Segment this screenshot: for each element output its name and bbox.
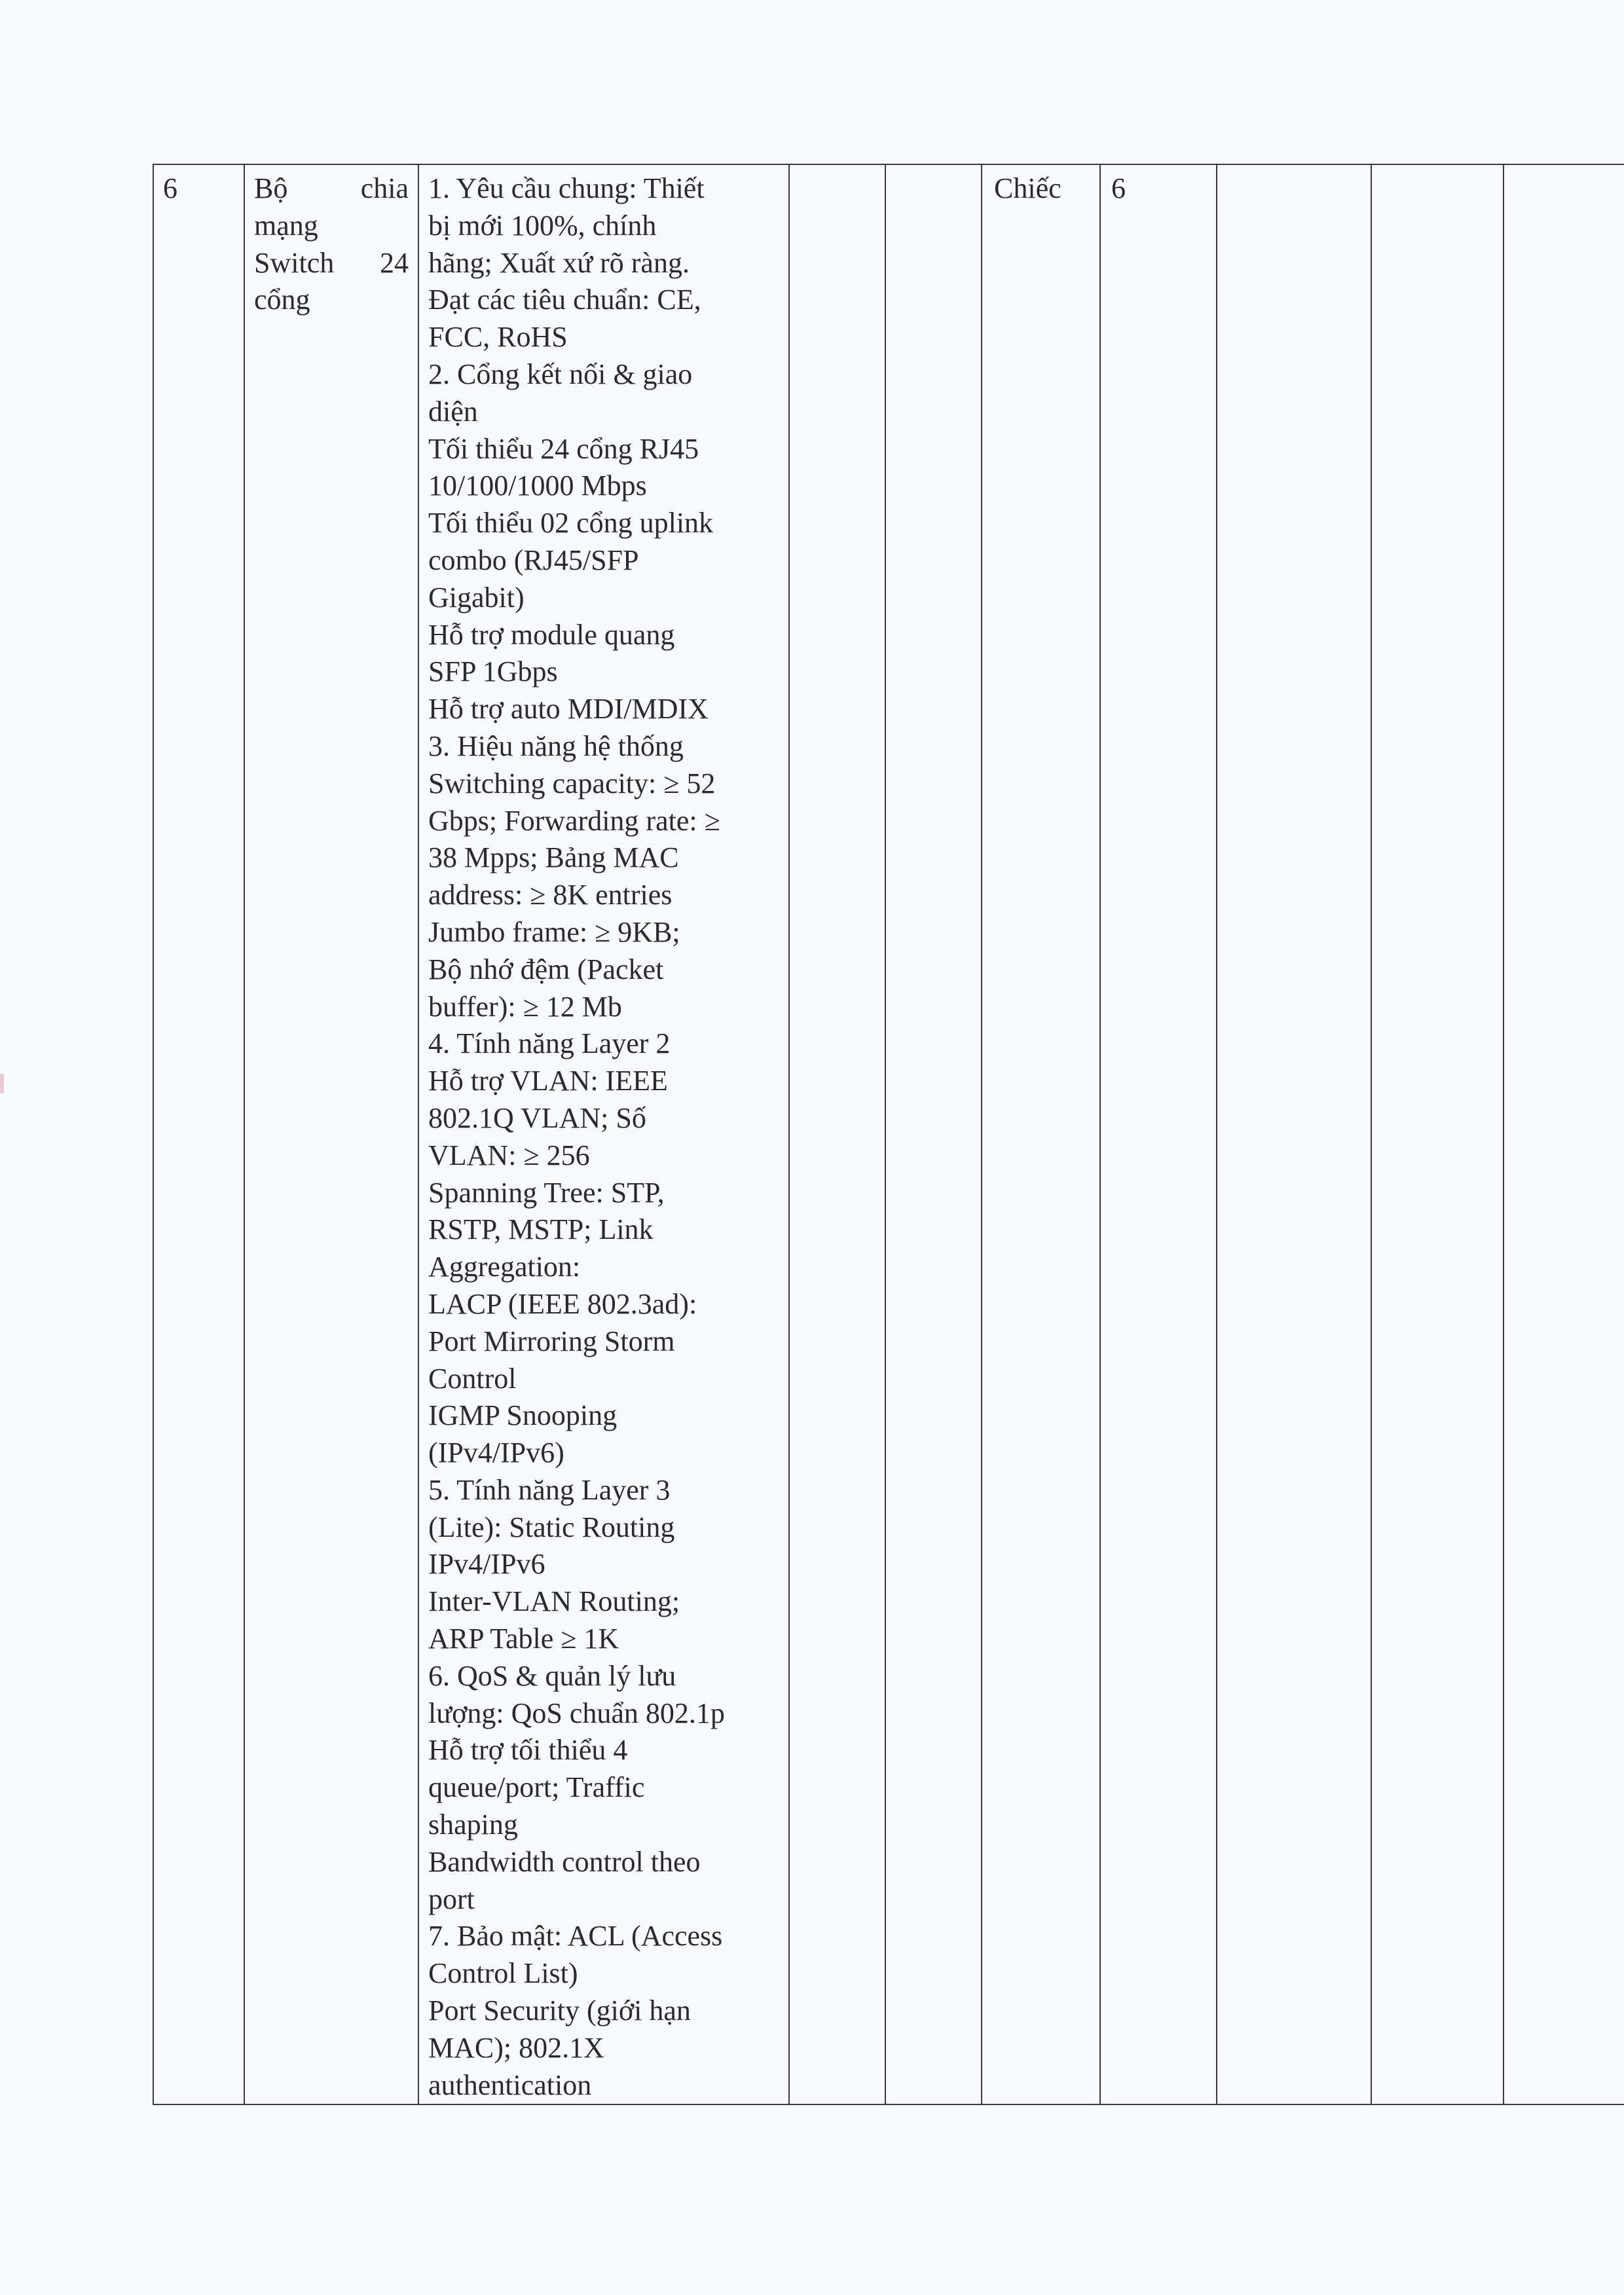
spec-line: Switching capacity: ≥ 52 — [428, 767, 716, 799]
spec-line: 4. Tính năng Layer 2 — [428, 1027, 671, 1060]
technical-spec-cell — [418, 164, 789, 2104]
empty-cell-10 — [1504, 164, 1624, 2104]
spec-line: Inter-VLAN Routing; — [428, 1585, 680, 1618]
spec-line: Gbps; Forwarding rate: ≥ — [428, 804, 720, 837]
spec-line: Control List) — [428, 1957, 578, 1990]
spec-line: LACP (IEEE 802.3ad): — [428, 1287, 697, 1320]
spec-line: Hỗ trợ VLAN: IEEE — [428, 1065, 668, 1097]
item-name-line: mạng — [254, 209, 318, 242]
spec-line: Tối thiểu 02 cổng uplink — [428, 507, 714, 540]
unit-cell — [982, 164, 1100, 2104]
item-name-line: Bộ chia — [254, 172, 409, 204]
spec-line: Port Mirroring Storm — [428, 1325, 675, 1357]
spec-line: Gigabit) — [428, 581, 525, 614]
spec-line: Hỗ trợ auto MDI/MDIX — [428, 693, 709, 725]
equipment-spec-table — [153, 164, 1624, 2105]
scan-artifact — [0, 1074, 4, 1093]
spec-line: buffer): ≥ 12 Mb — [428, 990, 622, 1023]
item-name-line: cổng — [254, 284, 310, 316]
spec-line: Port Security (giới hạn — [428, 1994, 691, 2027]
spec-line: queue/port; Traffic — [428, 1771, 645, 1804]
spec-line: VLAN: ≥ 256 — [428, 1139, 590, 1171]
spec-line: Jumbo frame: ≥ 9KB; — [428, 915, 680, 948]
spec-line: 1. Yêu cầu chung: Thiết — [428, 172, 705, 204]
unit-value: Chiếc — [994, 172, 1061, 204]
spec-line: Hỗ trợ tối thiểu 4 — [428, 1734, 628, 1767]
spec-line: 10/100/1000 Mbps — [428, 469, 647, 502]
spec-line: Tối thiểu 24 cổng RJ45 — [428, 432, 699, 465]
spec-line: combo (RJ45/SFP — [428, 543, 639, 576]
spec-line: Bộ nhớ đệm (Packet — [428, 953, 664, 985]
spec-line: IGMP Snooping — [428, 1399, 618, 1432]
empty-cell-8 — [1217, 164, 1371, 2104]
spec-line: ARP Table ≥ 1K — [428, 1623, 619, 1655]
spec-line: RSTP, MSTP; Link — [428, 1213, 654, 1246]
item-name-line: Switch 24 — [254, 246, 409, 279]
spec-line: Aggregation: — [428, 1251, 581, 1283]
spec-line: 7. Bảo mật: ACL (Access — [428, 1920, 723, 1953]
empty-cell-5 — [885, 164, 982, 2104]
spec-line: 3. Hiệu năng hệ thống — [428, 729, 684, 762]
spec-line: Spanning Tree: STP, — [428, 1176, 665, 1209]
item-name-cell — [244, 164, 418, 2104]
row-number-cell — [153, 164, 244, 2104]
row-number: 6 — [163, 172, 177, 204]
spec-line: SFP 1Gbps — [428, 655, 558, 688]
spec-line: shaping — [428, 1808, 518, 1841]
spec-line: MAC); 802.1X — [428, 2031, 604, 2064]
spec-line: lượng: QoS chuẩn 802.1p — [428, 1697, 725, 1729]
quantity-cell — [1100, 164, 1217, 2104]
spec-line: address: ≥ 8K entries — [428, 879, 673, 911]
spec-line: 38 Mpps; Bảng MAC — [428, 841, 679, 874]
spec-line: IPv4/IPv6 — [428, 1548, 545, 1581]
spec-line: Hỗ trợ module quang — [428, 618, 675, 651]
quantity-value: 6 — [1111, 172, 1126, 204]
empty-cell-9 — [1371, 164, 1504, 2104]
spec-line: port — [428, 1882, 475, 1915]
empty-cell-4 — [789, 164, 885, 2104]
spec-line: Bandwidth control theo — [428, 1845, 701, 1878]
spec-line: bị mới 100%, chính — [428, 209, 657, 242]
spec-line: Control — [428, 1362, 517, 1395]
spec-line: (IPv4/IPv6) — [428, 1437, 564, 1469]
spec-line: 6. QoS & quản lý lưu — [428, 1659, 676, 1692]
spec-line: FCC, RoHS — [428, 321, 568, 354]
spec-line: diện — [428, 395, 478, 428]
spec-line: Đạt các tiêu chuẩn: CE, — [428, 284, 701, 316]
spec-line: 802.1Q VLAN; Số — [428, 1101, 646, 1134]
spec-line: 2. Cổng kết nối & giao — [428, 358, 693, 390]
table-row — [153, 164, 1624, 2104]
spec-line: authentication — [428, 2068, 592, 2101]
spec-line: (Lite): Static Routing — [428, 1511, 675, 1543]
spec-line: 5. Tính năng Layer 3 — [428, 1473, 671, 1506]
spec-line: hãng; Xuất xứ rõ ràng. — [428, 246, 690, 279]
